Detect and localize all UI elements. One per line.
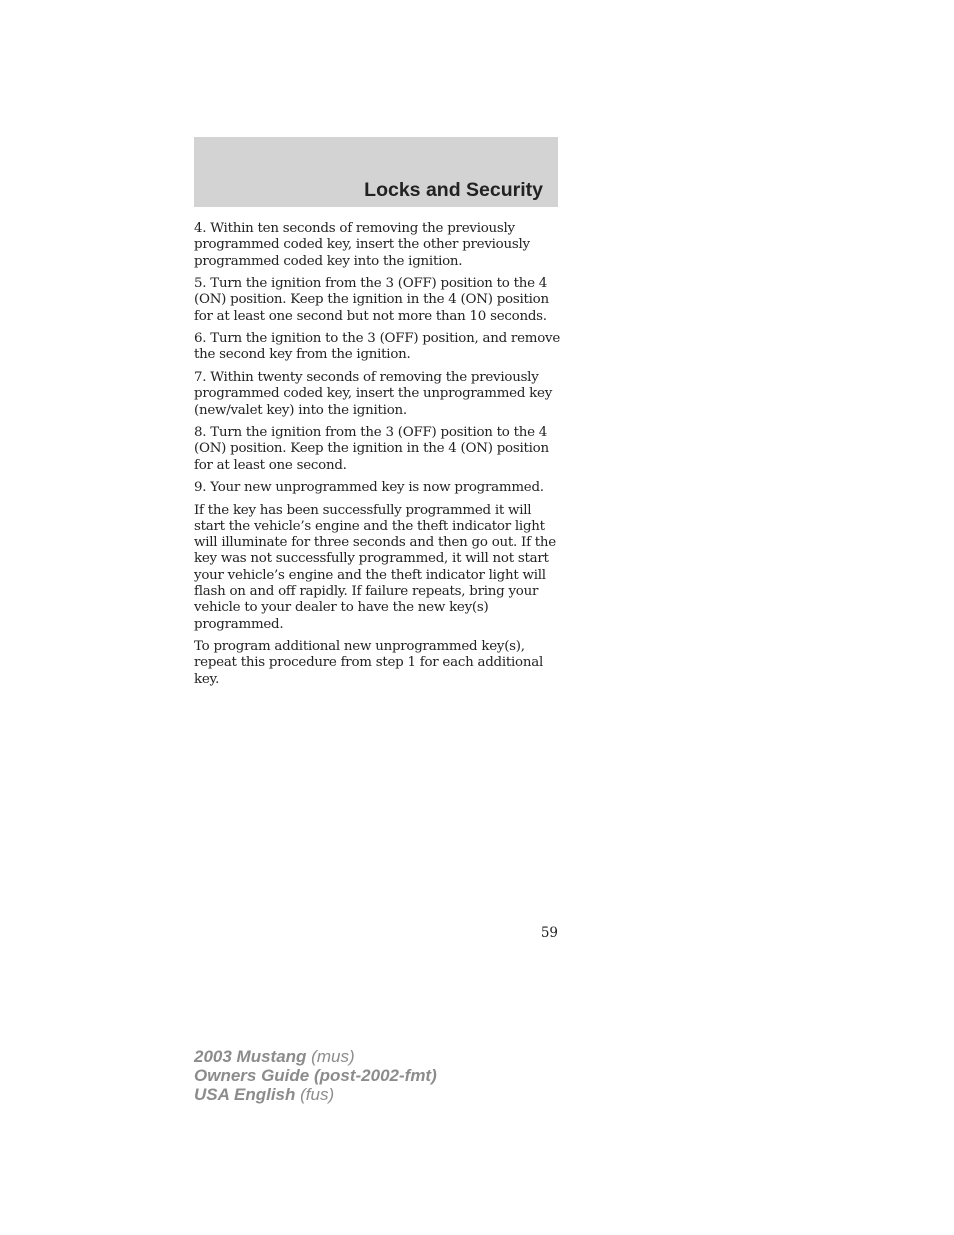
footer-vehicle-code: (mus) [311,1047,355,1066]
section-header-band [194,137,558,207]
step-5-paragraph: 5. Turn the ignition from the 3 (OFF) position to the 4 (ON) position. Keep the ignition in the 4 (ON) position for at least one second but not more than 10 seconds. [194,276,549,324]
step-6-paragraph: 6. Turn the ignition to the 3 (OFF) position, and remove the second key from the ignition. [194,331,561,363]
step-4-paragraph: 4. Within ten seconds of removing the previously programmed coded key, insert the other previously programmed coded key into the ignition. [194,221,530,269]
footer-line-vehicle [194,1047,437,1066]
footer-line-language [194,1085,437,1104]
section-title: Locks and Security [364,179,543,201]
step-9-paragraph: 9. Your new unprogrammed key is now programmed. [194,480,544,496]
footer-guide-name: Owners Guide (post-2002-fmt) [194,1066,437,1085]
footer-language-name: USA English [194,1085,296,1104]
footer-vehicle-name: 2003 Mustang [194,1047,307,1066]
step-7-paragraph: 7. Within twenty seconds of removing the previously programmed coded key, insert the unprogrammed key (new/valet key) into the ignition. [194,369,553,418]
page-number: 59 [540,925,558,941]
step-8-paragraph: 8. Turn the ignition from the 3 (OFF) position to the 4 (ON) position. Keep the ignition in the 4 (ON) position for at least one second. [194,425,549,473]
result-paragraph: If the key has been successfully programmed it will start the vehicle’s engine and the theft indicator light will illuminate for three seconds and then go out. If the key was not successfully programmed, it will not start your vehicle’s engine and the theft indicator light will flash on and off rapidly. If failure repeats, bring your vehicle to your dealer to have the new key(s) programmed. [194,502,556,632]
additional-keys-paragraph: To program additional new unprogrammed key(s), repeat this procedure from step 1 for each additional key. [194,639,543,687]
document-footer [194,1047,437,1104]
body-text [194,221,560,694]
footer-language-code: (fus) [300,1085,335,1104]
